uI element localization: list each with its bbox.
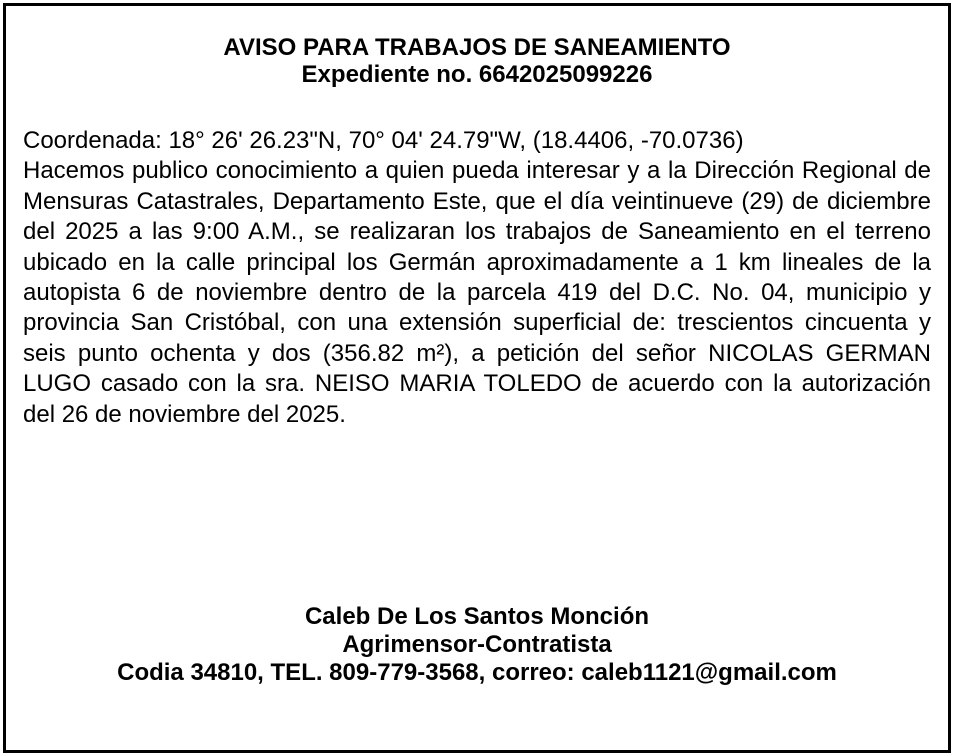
signer-contact: Codia 34810, TEL. 809-779-3568, correo: caleb1121@gmail.com xyxy=(117,659,837,686)
coordinates-line: Coordenada: 18° 26' 26.23"N, 70° 04' 24.79"W, (18.4406, -70.0736) xyxy=(23,127,744,154)
notice-header xyxy=(6,34,948,88)
notice-paragraph: Hacemos publico conocimiento a quien pueda interesar y a la Dirección Regional de Mensuras Catastrales, Departamento Este, que el día veintinueve (29) de diciembre del 2025 a las 9:00 A.M., se realizaran los trabajos de Saneamiento en el terreno ubicado en la calle principal los Germán aproximadamente a 1 km lineales de la autopista 6 de noviembre dentro de la parcela 419 del D.C. No. 04, municipio y provincia San Cristóbal, con una extensión superficial de: trescientos cincuenta y seis punto ochenta y dos (356.82 m²), a petición del señor NICOLAS GERMAN LUGO casado con la sra. NEISO MARIA TOLEDO de acuerdo con la autorización del 26 de noviembre del 2025. xyxy=(23,157,931,428)
notice-title: AVISO PARA TRABAJOS DE SANEAMIENTO xyxy=(223,34,731,61)
notice-body xyxy=(23,126,931,430)
signature-block xyxy=(6,603,948,687)
notice-frame xyxy=(3,3,951,753)
expediente-number: Expediente no. 6642025099226 xyxy=(301,61,653,88)
signer-role: Agrimensor-Contratista xyxy=(342,631,612,658)
signer-name: Caleb De Los Santos Monción xyxy=(304,603,650,630)
